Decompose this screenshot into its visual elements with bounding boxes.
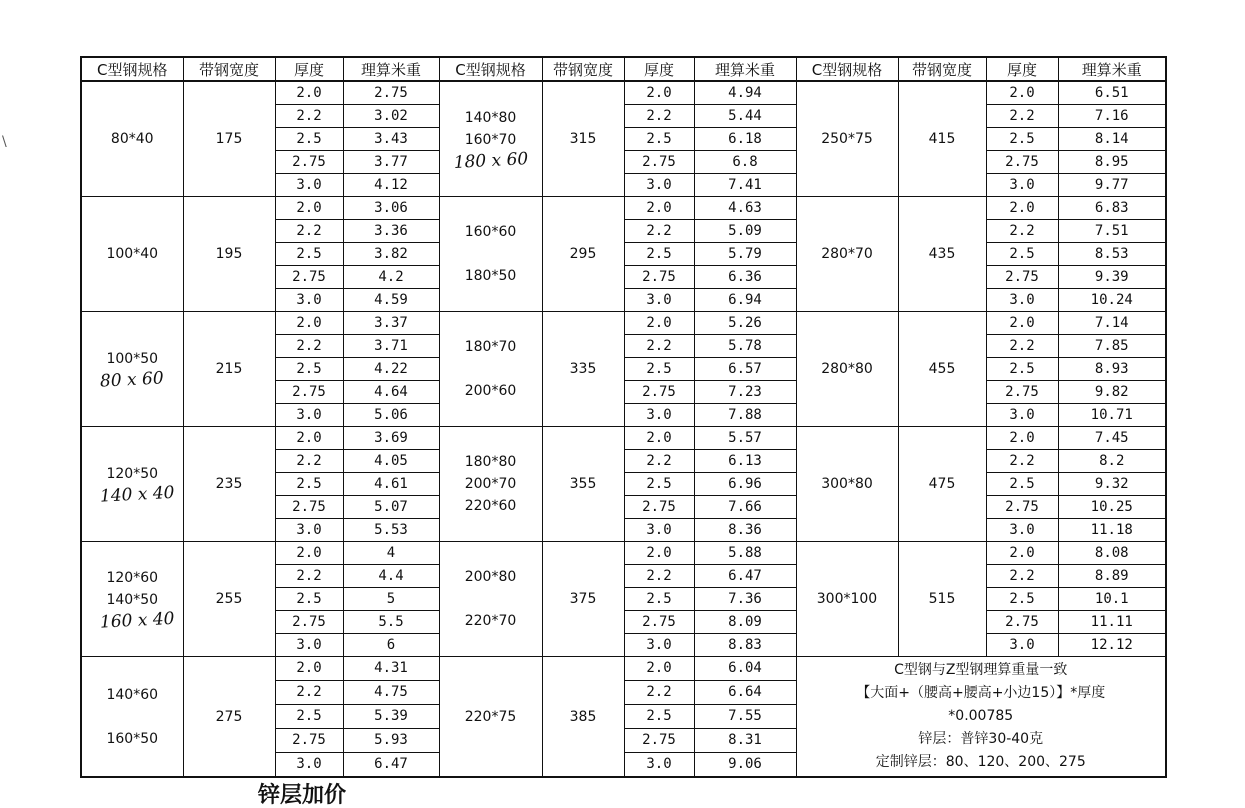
- weight-cell: 5.88: [694, 542, 796, 565]
- thickness-cell: 2.5: [986, 358, 1058, 381]
- note-line: *0.00785: [948, 708, 1014, 724]
- strip-width-cell: 515: [898, 542, 986, 657]
- thickness-cell: 2.75: [624, 728, 694, 752]
- weight-cell: 5.07: [343, 496, 439, 519]
- thickness-cell: 2.5: [986, 243, 1058, 266]
- thickness-cell: 2.0: [275, 657, 343, 681]
- weight-cell: 4.31: [343, 657, 439, 681]
- spec-cell: [439, 197, 542, 312]
- weight-cell: 6.47: [694, 565, 796, 588]
- weight-cell: 4.2: [343, 266, 439, 289]
- weight-cell: 4.63: [694, 197, 796, 220]
- note-line: 【大面+（腰高+腰高+小边15）】*厚度: [856, 685, 1106, 701]
- weight-cell: 4.12: [343, 174, 439, 197]
- thickness-cell: 2.5: [624, 128, 694, 151]
- table-row: [81, 81, 1166, 105]
- thickness-cell: 2.5: [275, 704, 343, 728]
- header-spec-3: C型钢规格: [796, 57, 898, 81]
- weight-cell: 6.18: [694, 128, 796, 151]
- weight-cell: 8.31: [694, 728, 796, 752]
- weight-cell: 8.14: [1058, 128, 1166, 151]
- spec-label: 300*100: [816, 591, 878, 607]
- thickness-cell: 2.2: [275, 450, 343, 473]
- weight-cell: 6.57: [694, 358, 796, 381]
- weight-cell: 7.41: [694, 174, 796, 197]
- spec-cell: [439, 81, 542, 197]
- thickness-cell: 2.75: [986, 381, 1058, 404]
- spec-label: 220*70: [464, 613, 517, 629]
- weight-cell: 6.51: [1058, 81, 1166, 105]
- spec-cell: [81, 427, 183, 542]
- strip-width-cell: 275: [183, 657, 275, 778]
- handwritten-spec: 160 x 40: [99, 608, 175, 633]
- thickness-cell: 2.5: [986, 588, 1058, 611]
- header-strip-width-2: 带钢宽度: [542, 57, 624, 81]
- weight-cell: 12.12: [1058, 634, 1166, 657]
- thickness-cell: 2.75: [275, 266, 343, 289]
- weight-cell: 4.75: [343, 680, 439, 704]
- weight-cell: 4.4: [343, 565, 439, 588]
- spec-label: 140*80: [464, 110, 517, 126]
- spec-cell: [81, 312, 183, 427]
- weight-cell: 5.26: [694, 312, 796, 335]
- weight-cell: 8.2: [1058, 450, 1166, 473]
- thickness-cell: 3.0: [275, 289, 343, 312]
- table-row: [81, 427, 1166, 450]
- weight-cell: 6.64: [694, 680, 796, 704]
- thickness-cell: 2.5: [986, 473, 1058, 496]
- weight-cell: 10.25: [1058, 496, 1166, 519]
- header-weight-2: 理算米重: [694, 57, 796, 81]
- thickness-cell: 2.5: [624, 358, 694, 381]
- spec-label: 220*75: [464, 708, 517, 725]
- weight-cell: 8.36: [694, 519, 796, 542]
- spec-label: 100*50: [106, 351, 159, 367]
- thickness-cell: 2.2: [275, 220, 343, 243]
- weight-cell: 8.89: [1058, 565, 1166, 588]
- strip-width-cell: 375: [542, 542, 624, 657]
- thickness-cell: 2.0: [275, 197, 343, 220]
- spec-label: 180*80: [464, 454, 517, 470]
- table-row: [81, 542, 1166, 565]
- weight-cell: 6.36: [694, 266, 796, 289]
- weight-cell: 6.13: [694, 450, 796, 473]
- weight-cell: 6.47: [343, 752, 439, 777]
- thickness-cell: 2.5: [275, 473, 343, 496]
- thickness-cell: 2.75: [624, 151, 694, 174]
- thickness-cell: 2.75: [986, 496, 1058, 519]
- thickness-cell: 3.0: [624, 752, 694, 777]
- thickness-cell: 2.5: [275, 128, 343, 151]
- spec-cell: [796, 542, 898, 657]
- thickness-cell: 2.0: [275, 427, 343, 450]
- header-strip-width-3: 带钢宽度: [898, 57, 986, 81]
- spec-label: 160*50: [106, 730, 159, 747]
- spec-label: 180*50: [464, 268, 517, 284]
- weight-cell: 7.88: [694, 404, 796, 427]
- spec-label: 100*40: [106, 246, 159, 262]
- weight-cell: 11.11: [1058, 611, 1166, 634]
- thickness-cell: 3.0: [986, 634, 1058, 657]
- weight-cell: 5.5: [343, 611, 439, 634]
- header-thickness-1: 厚度: [275, 57, 343, 81]
- thickness-cell: 2.0: [986, 81, 1058, 105]
- weight-cell: 4.61: [343, 473, 439, 496]
- weight-cell: 3.82: [343, 243, 439, 266]
- thickness-cell: 3.0: [624, 634, 694, 657]
- thickness-cell: 2.5: [986, 128, 1058, 151]
- weight-cell: 7.16: [1058, 105, 1166, 128]
- c-steel-weight-table: [80, 56, 1167, 778]
- spec-cell: [796, 427, 898, 542]
- weight-cell: 6.04: [694, 657, 796, 681]
- weight-cell: 7.36: [694, 588, 796, 611]
- thickness-cell: 2.2: [986, 565, 1058, 588]
- spec-label: 280*70: [821, 246, 873, 262]
- thickness-cell: 3.0: [986, 404, 1058, 427]
- weight-cell: 7.85: [1058, 335, 1166, 358]
- strip-width-cell: 175: [183, 81, 275, 197]
- thickness-cell: 3.0: [986, 174, 1058, 197]
- handwritten-spec: 140 x 40: [99, 482, 175, 507]
- thickness-cell: 3.0: [986, 289, 1058, 312]
- thickness-cell: 3.0: [624, 174, 694, 197]
- strip-width-cell: 315: [542, 81, 624, 197]
- weight-cell: 3.71: [343, 335, 439, 358]
- thickness-cell: 3.0: [275, 174, 343, 197]
- thickness-cell: 2.0: [275, 542, 343, 565]
- thickness-cell: 2.5: [624, 243, 694, 266]
- strip-width-cell: 195: [183, 197, 275, 312]
- spec-label: 180*70: [464, 339, 517, 355]
- spec-cell: [796, 81, 898, 197]
- weight-cell: 4.59: [343, 289, 439, 312]
- weight-cell: 5.09: [694, 220, 796, 243]
- thickness-cell: 2.5: [275, 588, 343, 611]
- weight-cell: 5.44: [694, 105, 796, 128]
- table-body: [81, 81, 1166, 777]
- thickness-cell: 2.0: [624, 312, 694, 335]
- strip-width-cell: 355: [542, 427, 624, 542]
- header-strip-width-1: 带钢宽度: [183, 57, 275, 81]
- thickness-cell: 3.0: [275, 752, 343, 777]
- spec-cell: [796, 312, 898, 427]
- spec-label: 120*50: [106, 466, 159, 482]
- thickness-cell: 2.75: [624, 611, 694, 634]
- weight-cell: 9.82: [1058, 381, 1166, 404]
- thickness-cell: 2.0: [986, 542, 1058, 565]
- thickness-cell: 2.75: [624, 266, 694, 289]
- handwritten-spec: 80 x 60: [99, 368, 165, 392]
- spec-label: 160*60: [464, 224, 517, 240]
- thickness-cell: 2.75: [275, 381, 343, 404]
- thickness-cell: 2.0: [986, 197, 1058, 220]
- weight-cell: 7.51: [1058, 220, 1166, 243]
- header-spec-2: C型钢规格: [439, 57, 542, 81]
- weight-cell: 10.24: [1058, 289, 1166, 312]
- weight-cell: 8.95: [1058, 151, 1166, 174]
- thickness-cell: 2.75: [986, 151, 1058, 174]
- weight-cell: 7.55: [694, 704, 796, 728]
- weight-cell: 6: [343, 634, 439, 657]
- strip-width-cell: 235: [183, 427, 275, 542]
- spec-label: 140*60: [106, 686, 159, 703]
- spec-cell: [81, 657, 183, 778]
- spec-cell: [439, 542, 542, 657]
- spec-label: 220*60: [464, 498, 517, 514]
- note-line: 定制锌层：80、120、200、275: [875, 754, 1086, 770]
- zinc-surcharge-heading: 锌层加价: [258, 783, 347, 808]
- spec-cell: [81, 81, 183, 197]
- weight-cell: 8.53: [1058, 243, 1166, 266]
- thickness-cell: 2.2: [624, 680, 694, 704]
- thickness-cell: 2.75: [624, 381, 694, 404]
- handwritten-spec: 180 x 60: [452, 149, 529, 173]
- weight-cell: 5: [343, 588, 439, 611]
- note-line: 锌层：普锌30-40克: [918, 731, 1044, 747]
- thickness-cell: 3.0: [275, 519, 343, 542]
- spec-label: 140*50: [106, 592, 159, 608]
- spec-cell: [439, 312, 542, 427]
- weight-cell: 7.45: [1058, 427, 1166, 450]
- weight-cell: 4.22: [343, 358, 439, 381]
- table-row: [81, 197, 1166, 220]
- weight-cell: 3.43: [343, 128, 439, 151]
- thickness-cell: 2.0: [986, 427, 1058, 450]
- weight-cell: 3.02: [343, 105, 439, 128]
- strip-width-cell: 455: [898, 312, 986, 427]
- weight-cell: 8.93: [1058, 358, 1166, 381]
- spec-label: 200*70: [464, 476, 517, 492]
- thickness-cell: 2.5: [275, 358, 343, 381]
- thickness-cell: 2.0: [624, 197, 694, 220]
- spec-label: 250*75: [821, 131, 873, 147]
- weight-cell: 2.75: [343, 81, 439, 105]
- weight-cell: 3.36: [343, 220, 439, 243]
- header-weight-3: 理算米重: [1058, 57, 1166, 81]
- strip-width-cell: 255: [183, 542, 275, 657]
- thickness-cell: 2.5: [624, 473, 694, 496]
- thickness-cell: 2.2: [624, 220, 694, 243]
- thickness-cell: 2.75: [275, 611, 343, 634]
- spec-label: 200*60: [464, 383, 517, 399]
- thickness-cell: 2.0: [624, 81, 694, 105]
- weight-cell: 5.53: [343, 519, 439, 542]
- thickness-cell: 2.0: [986, 312, 1058, 335]
- spec-label: 80*40: [110, 131, 154, 147]
- thickness-cell: 3.0: [624, 404, 694, 427]
- thickness-cell: 2.2: [275, 680, 343, 704]
- weight-cell: 9.77: [1058, 174, 1166, 197]
- thickness-cell: 3.0: [624, 519, 694, 542]
- weight-cell: 8.09: [694, 611, 796, 634]
- thickness-cell: 3.0: [624, 289, 694, 312]
- weight-cell: 4.05: [343, 450, 439, 473]
- thickness-cell: 3.0: [275, 404, 343, 427]
- spec-label: 300*80: [821, 476, 873, 492]
- weight-cell: 9.39: [1058, 266, 1166, 289]
- thickness-cell: 2.2: [986, 450, 1058, 473]
- strip-width-cell: 215: [183, 312, 275, 427]
- header-weight-1: 理算米重: [343, 57, 439, 81]
- weight-cell: 6.83: [1058, 197, 1166, 220]
- weight-cell: 5.39: [343, 704, 439, 728]
- weight-cell: 4: [343, 542, 439, 565]
- thickness-cell: 2.2: [275, 105, 343, 128]
- thickness-cell: 2.75: [275, 728, 343, 752]
- thickness-cell: 2.2: [986, 220, 1058, 243]
- header-spec-1: C型钢规格: [81, 57, 183, 81]
- spec-label: 200*80: [464, 569, 517, 585]
- margin-mark: \: [2, 134, 7, 150]
- weight-cell: 8.08: [1058, 542, 1166, 565]
- weight-cell: 3.69: [343, 427, 439, 450]
- thickness-cell: 2.2: [275, 565, 343, 588]
- thickness-cell: 3.0: [986, 519, 1058, 542]
- header-thickness-2: 厚度: [624, 57, 694, 81]
- weight-cell: 6.8: [694, 151, 796, 174]
- thickness-cell: 2.75: [275, 151, 343, 174]
- weight-cell: 7.14: [1058, 312, 1166, 335]
- thickness-cell: 2.2: [275, 335, 343, 358]
- spec-label: 160*70: [464, 132, 517, 148]
- thickness-cell: 2.5: [275, 243, 343, 266]
- thickness-cell: 2.2: [986, 105, 1058, 128]
- note-line: C型钢与Z型钢理算重量一致: [894, 662, 1068, 678]
- weight-cell: 5.06: [343, 404, 439, 427]
- weight-cell: 9.32: [1058, 473, 1166, 496]
- weight-cell: 3.06: [343, 197, 439, 220]
- weight-cell: 7.66: [694, 496, 796, 519]
- strip-width-cell: 435: [898, 197, 986, 312]
- strip-width-cell: 475: [898, 427, 986, 542]
- thickness-cell: 2.0: [624, 542, 694, 565]
- formula-note: [796, 657, 1166, 778]
- header-row: [81, 57, 1166, 81]
- spec-label: 120*60: [106, 570, 159, 586]
- weight-cell: 4.94: [694, 81, 796, 105]
- thickness-cell: 2.5: [624, 588, 694, 611]
- strip-width-cell: 295: [542, 197, 624, 312]
- spec-cell: [439, 657, 542, 778]
- thickness-cell: 2.2: [624, 335, 694, 358]
- weight-cell: 6.94: [694, 289, 796, 312]
- strip-width-cell: 415: [898, 81, 986, 197]
- thickness-cell: 2.75: [624, 496, 694, 519]
- thickness-cell: 2.2: [986, 335, 1058, 358]
- spec-label: 280*80: [821, 361, 873, 377]
- thickness-cell: 2.5: [624, 704, 694, 728]
- weight-cell: 6.96: [694, 473, 796, 496]
- weight-cell: 10.1: [1058, 588, 1166, 611]
- header-thickness-3: 厚度: [986, 57, 1058, 81]
- thickness-cell: 3.0: [275, 634, 343, 657]
- weight-cell: 10.71: [1058, 404, 1166, 427]
- strip-width-cell: 385: [542, 657, 624, 778]
- thickness-cell: 2.75: [986, 611, 1058, 634]
- weight-cell: 11.18: [1058, 519, 1166, 542]
- table-row: [81, 312, 1166, 335]
- weight-cell: 7.23: [694, 381, 796, 404]
- thickness-cell: 2.2: [624, 105, 694, 128]
- spec-cell: [81, 542, 183, 657]
- thickness-cell: 2.0: [624, 657, 694, 681]
- spec-cell: [796, 197, 898, 312]
- thickness-cell: 2.2: [624, 450, 694, 473]
- weight-cell: 9.06: [694, 752, 796, 777]
- weight-cell: 4.64: [343, 381, 439, 404]
- weight-cell: 3.37: [343, 312, 439, 335]
- spec-cell: [439, 427, 542, 542]
- weight-cell: 5.78: [694, 335, 796, 358]
- weight-cell: 8.83: [694, 634, 796, 657]
- thickness-cell: 2.0: [275, 81, 343, 105]
- weight-cell: 5.57: [694, 427, 796, 450]
- thickness-cell: 2.0: [275, 312, 343, 335]
- thickness-cell: 2.0: [624, 427, 694, 450]
- thickness-cell: 2.75: [275, 496, 343, 519]
- table-row: [81, 657, 1166, 681]
- weight-cell: 5.79: [694, 243, 796, 266]
- spec-cell: [81, 197, 183, 312]
- strip-width-cell: 335: [542, 312, 624, 427]
- thickness-cell: 2.2: [624, 565, 694, 588]
- weight-cell: 3.77: [343, 151, 439, 174]
- weight-cell: 5.93: [343, 728, 439, 752]
- thickness-cell: 2.75: [986, 266, 1058, 289]
